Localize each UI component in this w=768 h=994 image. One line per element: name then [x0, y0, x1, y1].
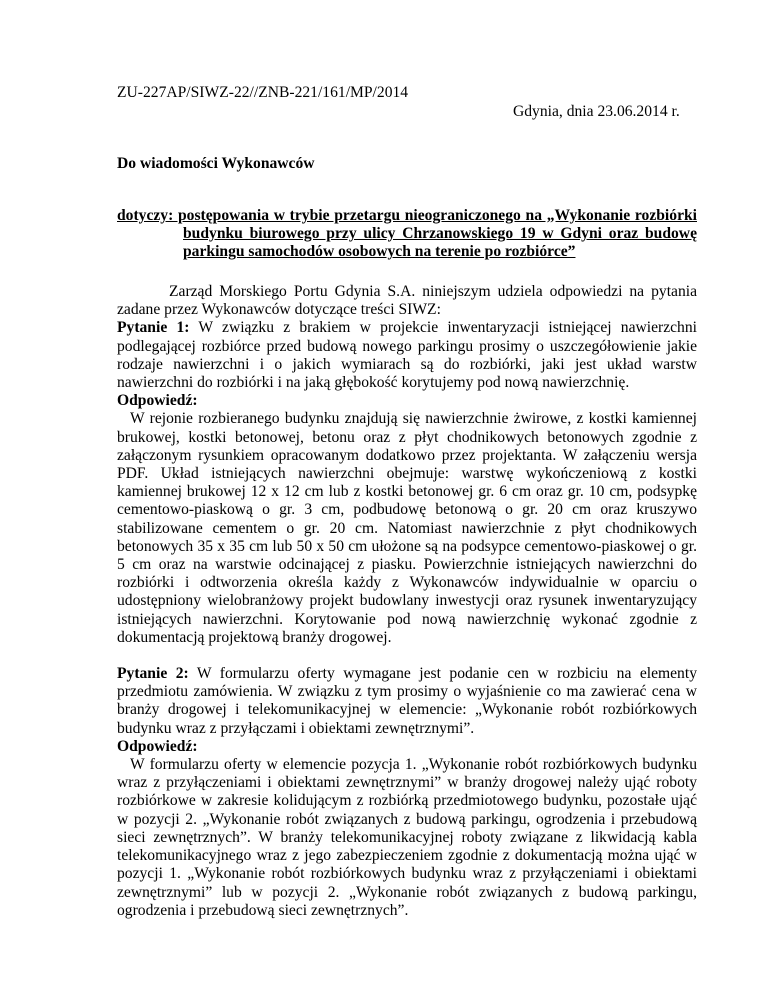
question-2	[117, 665, 697, 738]
answer-2-text: W formularzu oferty w elemencie pozycja 1. „Wykonanie robót rozbiórkowych budynku wraz z przyłączeniami i obiektami zewnętrznymi” w branży drogowej należy ująć roboty rozbiórkowe w zakresie kolidującym z rozbiórką przedmiotowego budynku, pozostałe ująć w pozycji 2. „Wykonanie robót związanych z budową parkingu, ogrodzenia i przebudową sieci zewnętrznych”. W branży telekomunikacyjnej roboty związane z likwidacją kabla telekomunikacyjnego wraz z jego zabezpieczeniem zgodnie z dokumentacją można ująć w pozycji 1. „Wykonanie robót rozbiórkowych budynku wraz z przyłączeniami i obiektami zewnętrznymi” lub w pozycji 2. „Wykonanie robót związanych z budową parkingu, ogrodzenia i przebudową sieci zewnętrznych”.	[117, 756, 697, 919]
paragraph-spacer	[117, 647, 697, 665]
subject-text: dotyczy: postępowania w trybie przetargu nieograniczonego na „Wykonanie rozbiórki budynku biurowego przy ulicy Chrzanowskiego 19 w Gdyni oraz budowę parkingu samochodów osobowych na terenie po rozbiórce”	[117, 207, 697, 261]
question-1-text: W związku z brakiem w projekcie inwentaryzacji istniejącej nawierzchni podlegającej rozbiórce przed budową nowego parkingu prosimy o uszczegółowienie jakie rodzaje nawierzchni i o jakich wymiarach są do rozbiórki, jaki jest układ warstw nawierzchni do rozbiórki i na jaką głębokość korytujemy pod nową nawierzchnię.	[117, 319, 697, 392]
question-2-label: Pytanie 2:	[117, 665, 189, 683]
question-1-label: Pytanie 1:	[117, 319, 190, 337]
document-reference-number: ZU-227AP/SIWZ-22//ZNB-221/161/MP/2014	[117, 84, 409, 101]
question-1	[117, 319, 697, 392]
answer-1-label: Odpowiedź:	[117, 392, 198, 410]
answer-1-text: W rejonie rozbieranego budynku znajdują się nawierzchnie żwirowe, z kostki kamiennej brukowej, kostki betonowej, betonu oraz z płyt chodnikowych betonowych zgodnie z załączonym rysunkiem opracowanym dodatkowo przez projektanta. W załączeniu wersja PDF. Układ istniejących nawierzchni obejmuje: warstwę wykończeniową z kostki kamiennej brukowej 12 x 12 cm lub z kostki betonowej gr. 6 cm oraz gr. 10 cm, podsypkę cementowo-piaskową o gr. 3 cm, podbudowę betonową o gr. 20 cm oraz kruszywo stabilizowane cementem o gr. 20 cm. Natomiast nawierzchnie z płyt chodnikowych betonowych 35 x 35 cm lub 50 x 50 cm ułożone są na podsypce cementowo-piaskowej o gr. 5 cm oraz na warstwie odcinającej z piasku. Powierzchnie istniejących nawierzchni do rozbiórki i odtworzenia określa każdy z Wykonawców indywidualnie w oparciu o udostępniony wielobranżowy projekt budowlany inwestycji oraz rysunek inwentaryzujący istniejących nawierzchni. Korytowanie pod nową nawierzchnię wykonać zgodnie z dokumentacją projektową branży drogowej.	[117, 410, 697, 646]
addressee-heading: Do wiadomości Wykonawców	[117, 155, 315, 172]
answer-2-label: Odpowiedź:	[117, 737, 198, 755]
question-2-text: W formularzu oferty wymagane jest podanie cen w rozbiciu na elementy przedmiotu zamówienia. W związku z tym prosimy o wyjaśnienie co ma zawierać cena w branży drogowej i telekomunikacyjnej w elemencie: „Wykonanie robót rozbiórkowych budynku wraz z przyłączami i obiektami zewnętrznymi”.	[117, 665, 697, 737]
document-date: Gdynia, dnia 23.06.2014 r.	[513, 103, 680, 120]
subject-block	[117, 207, 697, 262]
intro-paragraph: Zarząd Morskiego Portu Gdynia S.A. niniejszym udziela odpowiedzi na pytania zadane przez Wykonawców dotyczące treści SIWZ:	[117, 283, 697, 319]
document-body	[117, 283, 697, 920]
